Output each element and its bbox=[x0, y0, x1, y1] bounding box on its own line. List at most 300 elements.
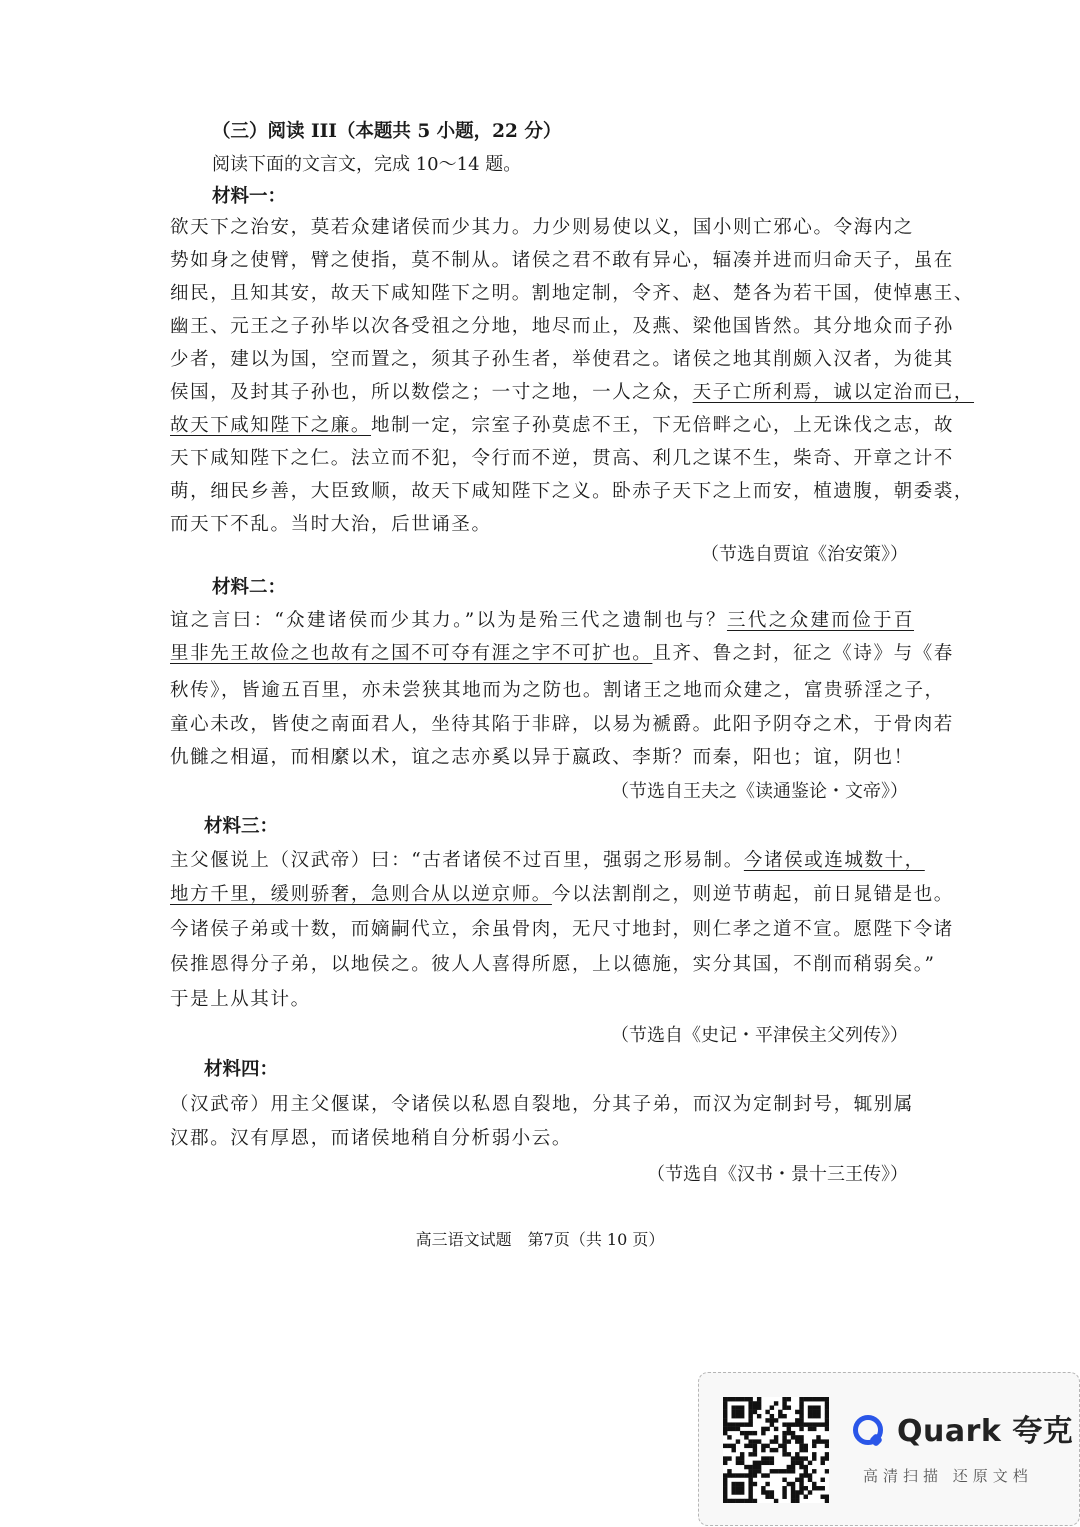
qr-module bbox=[816, 1422, 820, 1426]
qr-module bbox=[795, 1461, 799, 1465]
qr-module bbox=[804, 1486, 808, 1490]
qr-module bbox=[808, 1478, 812, 1482]
qr-module bbox=[740, 1499, 744, 1503]
qr-module bbox=[782, 1495, 786, 1499]
material1-line: 天下咸知陛下之仁。法立而不犯，令行而不逆，贯高、利几之谋不生，柴奇、开章之计不 bbox=[170, 448, 954, 469]
qr-module bbox=[770, 1439, 774, 1443]
qr-module bbox=[787, 1427, 791, 1431]
material1-text: 地制一定，宗室子孙莫虑不王，下无倍畔之心，上无诛伐之志，故 bbox=[371, 415, 954, 436]
qr-module bbox=[808, 1397, 812, 1401]
qr-module bbox=[740, 1490, 744, 1494]
material2-text: 且齐、鲁之封，征之《诗》与《春 bbox=[652, 643, 954, 664]
qr-module bbox=[731, 1490, 735, 1494]
qr-module bbox=[787, 1439, 791, 1443]
qr-module bbox=[799, 1490, 803, 1494]
qr-module bbox=[727, 1473, 731, 1477]
qr-module bbox=[736, 1456, 740, 1460]
qr-module bbox=[812, 1414, 816, 1418]
qr-module bbox=[757, 1469, 761, 1473]
qr-module bbox=[774, 1469, 778, 1473]
qr-module bbox=[744, 1499, 748, 1503]
qr-module bbox=[825, 1495, 829, 1499]
qr-module bbox=[791, 1465, 795, 1469]
qr-module bbox=[795, 1495, 799, 1499]
qr-module bbox=[795, 1456, 799, 1460]
qr-module bbox=[748, 1401, 752, 1405]
qr-module bbox=[774, 1427, 778, 1431]
qr-module bbox=[770, 1414, 774, 1418]
qr-module bbox=[753, 1469, 757, 1473]
material1-line: 势如身之使臂，臂之使指，莫不制从。诸侯之君不敢有异心，辐凑并进而归命天子，虽在 bbox=[170, 250, 954, 271]
qr-module bbox=[736, 1439, 740, 1443]
qr-module bbox=[799, 1486, 803, 1490]
material1-text: 侯国，及封其子孙也，所以数偿之；一寸之地，一人之众， bbox=[170, 382, 693, 403]
qr-module bbox=[782, 1448, 786, 1452]
material2-text: 谊之言曰：“众建诸侯而少其力。”以为是殆三代之遗制也与？ bbox=[170, 610, 727, 631]
qr-module bbox=[799, 1448, 803, 1452]
qr-module bbox=[791, 1482, 795, 1486]
qr-module bbox=[816, 1397, 820, 1401]
qr-module bbox=[765, 1482, 769, 1486]
qr-module bbox=[825, 1439, 829, 1443]
qr-module bbox=[761, 1490, 765, 1494]
qr-module bbox=[770, 1448, 774, 1452]
qr-module bbox=[804, 1473, 808, 1477]
qr-module bbox=[791, 1469, 795, 1473]
qr-module bbox=[757, 1414, 761, 1418]
qr-code-graphic bbox=[723, 1397, 829, 1503]
qr-module bbox=[799, 1397, 803, 1401]
material3-source: （节选自《史记・平津侯主父列传》） bbox=[611, 1025, 908, 1046]
qr-module bbox=[821, 1439, 825, 1443]
qr-module bbox=[791, 1461, 795, 1465]
underlined-sentence: 天子亡所利焉，诚以定治而已， bbox=[692, 382, 975, 403]
qr-module bbox=[816, 1410, 820, 1414]
qr-module bbox=[723, 1431, 727, 1435]
qr-module bbox=[770, 1469, 774, 1473]
qr-module bbox=[799, 1444, 803, 1448]
qr-module bbox=[736, 1499, 740, 1503]
material1-line bbox=[170, 379, 975, 407]
qr-module bbox=[799, 1410, 803, 1414]
qr-module bbox=[757, 1401, 761, 1405]
qr-module bbox=[782, 1486, 786, 1490]
qr-module bbox=[723, 1495, 727, 1499]
qr-module bbox=[770, 1422, 774, 1426]
qr-module bbox=[748, 1439, 752, 1443]
qr-module bbox=[770, 1461, 774, 1465]
qr-module bbox=[731, 1482, 735, 1486]
qr-module bbox=[795, 1410, 799, 1414]
qr-module bbox=[799, 1422, 803, 1426]
qr-module bbox=[782, 1422, 786, 1426]
qr-module bbox=[782, 1435, 786, 1439]
qr-module bbox=[795, 1422, 799, 1426]
brand-name: Quark 夸克 bbox=[897, 1414, 1074, 1449]
qr-module bbox=[748, 1452, 752, 1456]
qr-module bbox=[744, 1397, 748, 1401]
qr-module bbox=[791, 1456, 795, 1460]
qr-module bbox=[774, 1435, 778, 1439]
material2-line: 仇雠之相逼，而相縻以术，谊之志亦奚以异于嬴政、李斯？而秦，阳也；谊，阴也！ bbox=[170, 747, 914, 768]
qr-module bbox=[812, 1452, 816, 1456]
qr-module bbox=[821, 1461, 825, 1465]
qr-module bbox=[795, 1452, 799, 1456]
qr-module bbox=[723, 1499, 727, 1503]
qr-module bbox=[761, 1444, 765, 1448]
qr-module bbox=[727, 1499, 731, 1503]
qr-module bbox=[731, 1448, 735, 1452]
qr-module bbox=[753, 1448, 757, 1452]
qr-module bbox=[757, 1439, 761, 1443]
qr-module bbox=[808, 1461, 812, 1465]
qr-module bbox=[731, 1405, 735, 1409]
qr-module bbox=[748, 1431, 752, 1435]
qr-module bbox=[740, 1456, 744, 1460]
qr-module bbox=[825, 1397, 829, 1401]
underlined-sentence: 地方千里，缓则骄奢，急则合从以逆京师。 bbox=[170, 884, 552, 905]
qr-module bbox=[731, 1486, 735, 1490]
qr-module bbox=[753, 1410, 757, 1414]
qr-module bbox=[821, 1456, 825, 1460]
qr-module bbox=[723, 1478, 727, 1482]
qr-module bbox=[778, 1444, 782, 1448]
qr-module bbox=[753, 1499, 757, 1503]
material1-line: 细民，且知其安，故天下咸知陛下之明。割地定制，令齐、赵、楚各为若干国，使悼惠王、 bbox=[170, 283, 975, 304]
qr-module bbox=[723, 1490, 727, 1494]
material4-label: 材料四： bbox=[204, 1059, 279, 1080]
qr-module bbox=[812, 1444, 816, 1448]
qr-module bbox=[782, 1478, 786, 1482]
qr-module bbox=[782, 1431, 786, 1435]
qr-module bbox=[812, 1410, 816, 1414]
qr-module bbox=[804, 1448, 808, 1452]
material1-line: 幽王、元王之子孙毕以次各受祖之分地，地尽而止，及燕、梁他国皆然。其分地众而子孙 bbox=[170, 316, 954, 337]
qr-module bbox=[821, 1397, 825, 1401]
qr-module bbox=[778, 1410, 782, 1414]
qr-module bbox=[799, 1405, 803, 1409]
qr-module bbox=[727, 1422, 731, 1426]
qr-module bbox=[770, 1495, 774, 1499]
qr-module bbox=[799, 1414, 803, 1418]
qr-module bbox=[795, 1478, 799, 1482]
qr-module bbox=[753, 1439, 757, 1443]
qr-module bbox=[736, 1414, 740, 1418]
qr-module bbox=[791, 1495, 795, 1499]
qr-module bbox=[765, 1495, 769, 1499]
qr-module bbox=[744, 1444, 748, 1448]
qr-module bbox=[795, 1499, 799, 1503]
material2-line bbox=[170, 607, 914, 635]
material2-line: 童心未改，皆使之南面君人，坐待其陷于非辟，以易为褫爵。此阳予阴夺之术，于骨肉若 bbox=[170, 714, 954, 735]
qr-module bbox=[723, 1461, 727, 1465]
qr-module bbox=[748, 1422, 752, 1426]
qr-module bbox=[731, 1414, 735, 1418]
qr-module bbox=[740, 1405, 744, 1409]
qr-module bbox=[799, 1401, 803, 1405]
qr-module bbox=[825, 1456, 829, 1460]
qr-module bbox=[770, 1456, 774, 1460]
quark-watermark[interactable] bbox=[698, 1372, 1080, 1526]
qr-module bbox=[770, 1405, 774, 1409]
qr-module bbox=[804, 1397, 808, 1401]
qr-module bbox=[753, 1452, 757, 1456]
qr-module bbox=[804, 1465, 808, 1469]
qr-module bbox=[736, 1410, 740, 1414]
underlined-sentence: 里非先王故俭之也故有之国不可夺有涯之宇不可扩也。 bbox=[170, 643, 653, 664]
qr-module bbox=[791, 1486, 795, 1490]
qr-module bbox=[740, 1473, 744, 1477]
material1-line: 少者，建以为国，空而置之，须其子孙生者，举使君之。诸侯之地其削颇入汉者，为徙其 bbox=[170, 349, 954, 370]
qr-module bbox=[736, 1490, 740, 1494]
qr-module bbox=[782, 1414, 786, 1418]
qr-module bbox=[791, 1499, 795, 1503]
qr-module bbox=[757, 1465, 761, 1469]
qr-module bbox=[757, 1397, 761, 1401]
qr-module bbox=[782, 1490, 786, 1494]
qr-module bbox=[765, 1490, 769, 1494]
qr-module bbox=[787, 1397, 791, 1401]
qr-module bbox=[753, 1431, 757, 1435]
qr-module bbox=[753, 1473, 757, 1477]
qr-module bbox=[778, 1414, 782, 1418]
qr-module bbox=[825, 1414, 829, 1418]
qr-module bbox=[799, 1456, 803, 1460]
qr-module bbox=[740, 1422, 744, 1426]
qr-module bbox=[787, 1422, 791, 1426]
material2-source: （节选自王夫之《读通鉴论・文帝》） bbox=[611, 781, 908, 802]
qr-module bbox=[795, 1490, 799, 1494]
qr-module bbox=[740, 1431, 744, 1435]
qr-module bbox=[808, 1410, 812, 1414]
material2-label: 材料二： bbox=[212, 577, 287, 598]
qr-module bbox=[723, 1473, 727, 1477]
qr-module bbox=[795, 1439, 799, 1443]
material3-line bbox=[170, 847, 925, 875]
qr-module bbox=[799, 1465, 803, 1469]
qr-module bbox=[812, 1422, 816, 1426]
material3-line: 于是上从其计。 bbox=[170, 989, 311, 1010]
qr-module bbox=[723, 1418, 727, 1422]
qr-module bbox=[736, 1461, 740, 1465]
qr-module bbox=[748, 1397, 752, 1401]
qr-module bbox=[753, 1401, 757, 1405]
material4-line: 汉郡。汉有厚恩，而诸侯地稍自分析弱小云。 bbox=[170, 1128, 573, 1149]
qr-module bbox=[825, 1422, 829, 1426]
qr-module bbox=[821, 1486, 825, 1490]
qr-module bbox=[740, 1414, 744, 1418]
material1-source: （节选自贾谊《治安策》） bbox=[701, 544, 908, 565]
qr-module bbox=[795, 1435, 799, 1439]
qr-module bbox=[825, 1418, 829, 1422]
material2-line bbox=[170, 640, 954, 668]
qr-module bbox=[748, 1418, 752, 1422]
qr-module bbox=[757, 1405, 761, 1409]
qr-module bbox=[804, 1422, 808, 1426]
qr-module bbox=[723, 1410, 727, 1414]
qr-module bbox=[799, 1427, 803, 1431]
qr-module bbox=[748, 1473, 752, 1477]
qr-module bbox=[740, 1482, 744, 1486]
qr-module bbox=[761, 1461, 765, 1465]
qr-module bbox=[825, 1401, 829, 1405]
qr-module bbox=[765, 1461, 769, 1465]
qr-module bbox=[787, 1452, 791, 1456]
qr-module bbox=[736, 1405, 740, 1409]
material3-line: 今诸侯子弟或十数，而嫡嗣代立，余虽骨肉，无尺寸地封，则仁孝之道不宣。愿陛下令诸 bbox=[170, 919, 954, 940]
qr-module bbox=[812, 1439, 816, 1443]
material1-line: 而天下不乱。当时大治，后世诵圣。 bbox=[170, 514, 492, 535]
qr-module bbox=[808, 1405, 812, 1409]
qr-module bbox=[782, 1401, 786, 1405]
qr-module bbox=[778, 1469, 782, 1473]
qr-module bbox=[748, 1478, 752, 1482]
qr-module bbox=[765, 1418, 769, 1422]
qr-module bbox=[782, 1469, 786, 1473]
qr-module bbox=[748, 1482, 752, 1486]
qr-module bbox=[753, 1465, 757, 1469]
section-title: （三）阅读 III（本题共 5 小题，22 分） bbox=[212, 121, 562, 142]
qr-module bbox=[748, 1486, 752, 1490]
qr-module bbox=[731, 1410, 735, 1414]
material1-line: 欲天下之治安，莫若众建诸侯而少其力。力少则易使以义，国小则亡邪心。令海内之 bbox=[170, 217, 914, 238]
qr-module bbox=[812, 1469, 816, 1473]
qr-module bbox=[825, 1452, 829, 1456]
qr-module bbox=[740, 1461, 744, 1465]
qr-module bbox=[804, 1456, 808, 1460]
qr-module bbox=[812, 1482, 816, 1486]
qr-module bbox=[774, 1401, 778, 1405]
material3-text: 今以法割削之，则逆节萌起，前日晁错是也。 bbox=[551, 884, 954, 905]
qr-module bbox=[774, 1439, 778, 1443]
qr-module bbox=[727, 1397, 731, 1401]
qr-module bbox=[787, 1465, 791, 1469]
qr-module bbox=[731, 1473, 735, 1477]
qr-module bbox=[765, 1427, 769, 1431]
qr-module bbox=[723, 1405, 727, 1409]
qr-module bbox=[799, 1473, 803, 1477]
qr-module bbox=[825, 1444, 829, 1448]
qr-module bbox=[825, 1405, 829, 1409]
qr-module bbox=[770, 1418, 774, 1422]
qr-module bbox=[736, 1397, 740, 1401]
qr-module bbox=[723, 1414, 727, 1418]
material1-line: 萌，细民乡善，大臣致顺，故天下咸知陛下之义。卧赤子天下之上而安，植遗腹，朝委裘， bbox=[170, 481, 975, 502]
qr-module bbox=[782, 1444, 786, 1448]
qr-module bbox=[736, 1422, 740, 1426]
qr-module bbox=[748, 1444, 752, 1448]
qr-module bbox=[799, 1478, 803, 1482]
underlined-sentence: 故天下咸知陛下之廉。 bbox=[170, 415, 372, 436]
qr-module bbox=[825, 1469, 829, 1473]
qr-module bbox=[799, 1439, 803, 1443]
qr-module bbox=[765, 1456, 769, 1460]
material4-line: （汉武帝）用主父偃谋，令诸侯以私恩自裂地，分其子弟，而汉为定制封号，辄别属 bbox=[170, 1094, 914, 1115]
qr-code-icon[interactable] bbox=[723, 1397, 829, 1503]
qr-module bbox=[748, 1495, 752, 1499]
qr-module bbox=[812, 1456, 816, 1460]
qr-module bbox=[753, 1405, 757, 1409]
section-instruction: 阅读下面的文言文，完成 10～14 题。 bbox=[212, 154, 522, 175]
qr-module bbox=[808, 1490, 812, 1494]
quark-brand bbox=[853, 1411, 1074, 1455]
qr-module bbox=[825, 1410, 829, 1414]
qr-module bbox=[748, 1490, 752, 1494]
qr-module bbox=[761, 1456, 765, 1460]
qr-module bbox=[808, 1473, 812, 1477]
qr-module bbox=[731, 1397, 735, 1401]
qr-module bbox=[787, 1482, 791, 1486]
qr-module bbox=[816, 1439, 820, 1443]
qr-module bbox=[761, 1473, 765, 1477]
qr-module bbox=[740, 1397, 744, 1401]
qr-module bbox=[825, 1427, 829, 1431]
qr-module bbox=[787, 1431, 791, 1435]
qr-module bbox=[761, 1431, 765, 1435]
qr-module bbox=[761, 1486, 765, 1490]
qr-module bbox=[744, 1422, 748, 1426]
qr-module bbox=[808, 1422, 812, 1426]
qr-module bbox=[727, 1456, 731, 1460]
qr-module bbox=[753, 1482, 757, 1486]
qr-module bbox=[812, 1427, 816, 1431]
qr-module bbox=[795, 1418, 799, 1422]
qr-module bbox=[761, 1448, 765, 1452]
qr-module bbox=[821, 1478, 825, 1482]
qr-module bbox=[782, 1452, 786, 1456]
qr-module bbox=[753, 1461, 757, 1465]
qr-module bbox=[804, 1469, 808, 1473]
qr-module bbox=[748, 1405, 752, 1409]
qr-module bbox=[748, 1414, 752, 1418]
qr-module bbox=[765, 1444, 769, 1448]
material3-line bbox=[170, 881, 954, 909]
qr-module bbox=[804, 1444, 808, 1448]
qr-module bbox=[727, 1427, 731, 1431]
qr-module bbox=[812, 1405, 816, 1409]
qr-module bbox=[757, 1461, 761, 1465]
qr-module bbox=[723, 1444, 727, 1448]
qr-module bbox=[740, 1410, 744, 1414]
qr-module bbox=[723, 1486, 727, 1490]
qr-module bbox=[812, 1397, 816, 1401]
qr-module bbox=[816, 1414, 820, 1418]
underlined-sentence: 今诸侯或连城数十， bbox=[743, 850, 925, 871]
material3-label: 材料三： bbox=[204, 816, 279, 837]
qr-module bbox=[748, 1499, 752, 1503]
qr-module bbox=[723, 1456, 727, 1460]
qr-module bbox=[723, 1422, 727, 1426]
qr-module bbox=[774, 1418, 778, 1422]
qr-module bbox=[774, 1448, 778, 1452]
qr-module bbox=[804, 1495, 808, 1499]
material4-source: （节选自《汉书・景十三王传》） bbox=[647, 1164, 908, 1185]
qr-module bbox=[740, 1452, 744, 1456]
watermark-slogan: 高清扫描 还原文档 bbox=[863, 1467, 1033, 1485]
qr-module bbox=[791, 1422, 795, 1426]
qr-module bbox=[821, 1495, 825, 1499]
qr-module bbox=[825, 1499, 829, 1503]
qr-module bbox=[744, 1431, 748, 1435]
qr-module bbox=[736, 1427, 740, 1431]
qr-module bbox=[740, 1486, 744, 1490]
qr-module bbox=[748, 1469, 752, 1473]
qr-module bbox=[761, 1427, 765, 1431]
page-footer: 高三语文试题 第7页（共 10 页） bbox=[415, 1230, 665, 1249]
qr-module bbox=[736, 1482, 740, 1486]
qr-module bbox=[744, 1465, 748, 1469]
qr-module bbox=[816, 1405, 820, 1409]
